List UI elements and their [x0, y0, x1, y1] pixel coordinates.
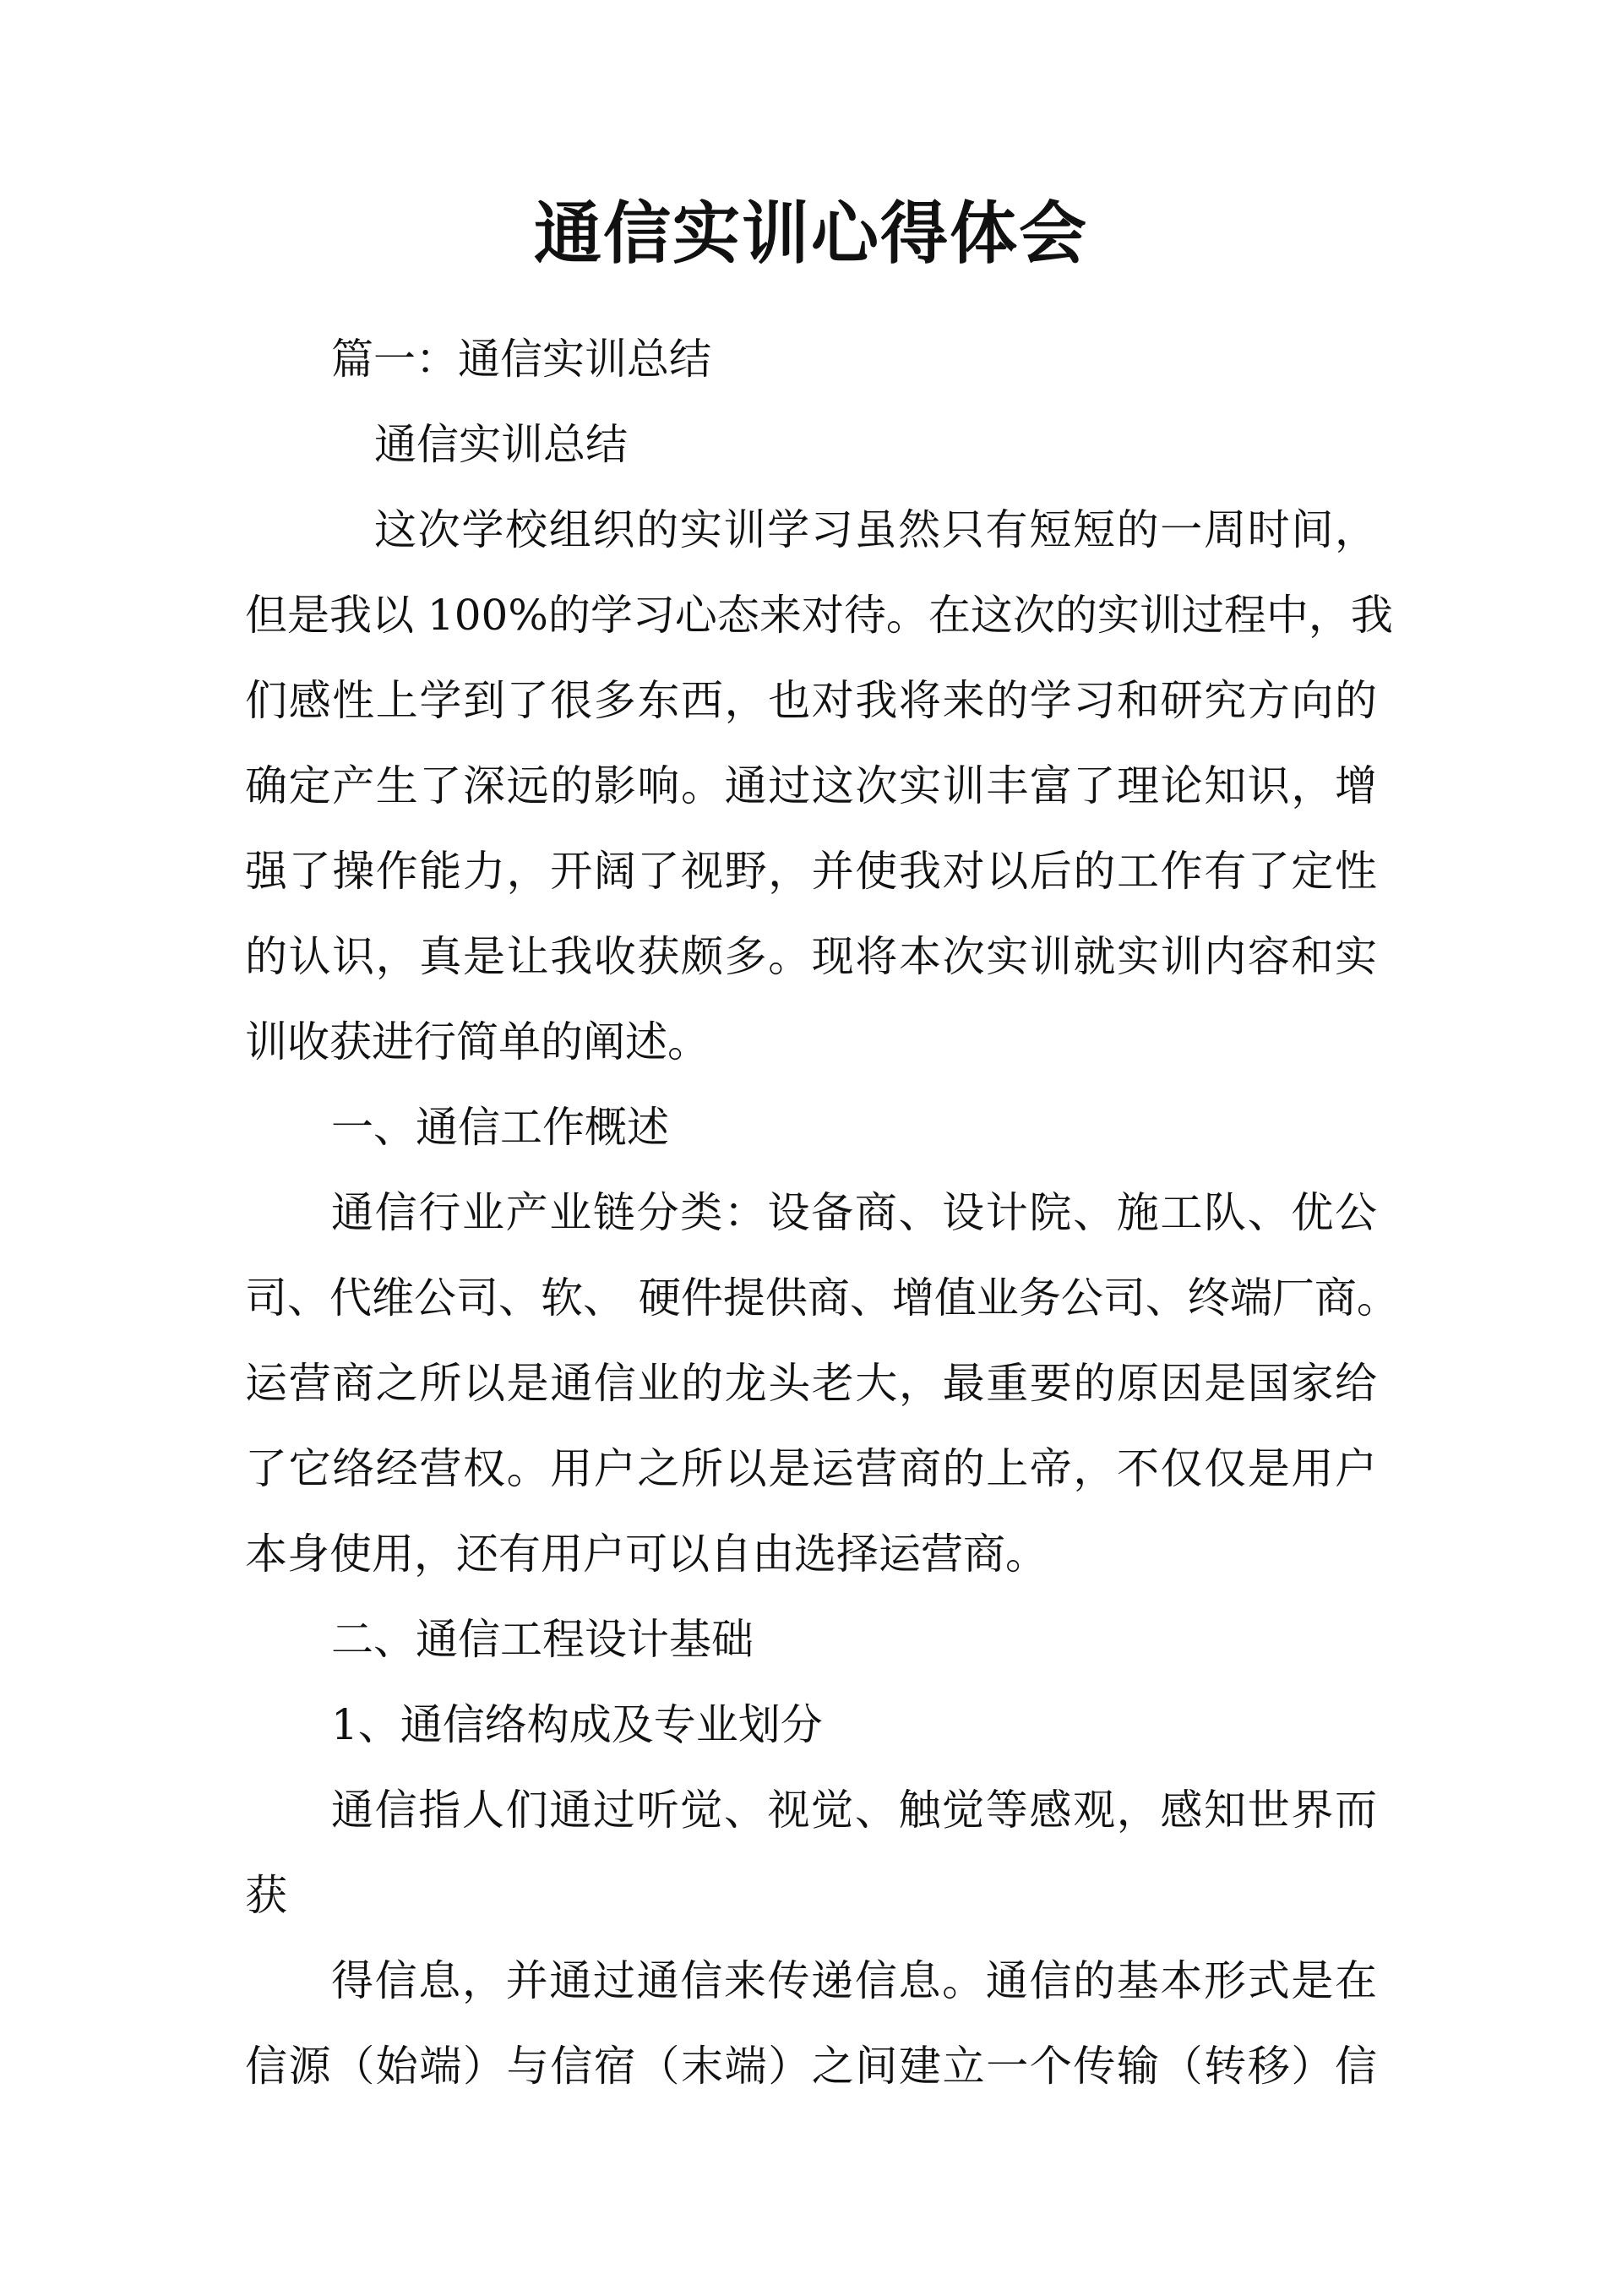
- text-line: 篇一：通信实训总结: [331, 335, 711, 384]
- text-line: 但是我以 100%的学习心态来对待。在这次的实训过程中，我: [245, 591, 1393, 640]
- text-line: 获: [245, 1871, 287, 1920]
- text-line: 了它络经营权。用户之所以是运营商的上帝，不仅仅是用户: [245, 1444, 1377, 1493]
- text-line: 二、通信工程设计基础: [331, 1615, 754, 1664]
- text-line: 这次学校组织的实训学习虽然只有短短的一周时间，: [374, 505, 1377, 554]
- text-line: 通信行业产业链分类：设备商、设计院、施工队、优公: [331, 1188, 1377, 1237]
- text-line: 的认识，真是让我收获颇多。现将本次实训就实训内容和实: [245, 932, 1377, 981]
- document-body: [245, 317, 1399, 2109]
- text-line: 们感性上学到了很多东西，也对我将来的学习和研究方向的: [245, 676, 1377, 725]
- text-line: 通信实训总结: [374, 420, 628, 469]
- text-line: 一、通信工作概述: [331, 1103, 669, 1152]
- text-line: 得信息，并通过通信来传递信息。通信的基本形式是在: [331, 1956, 1377, 2005]
- text-line: 信源（始端）与信宿（末端）之间建立一个传输（转移）信: [245, 2042, 1377, 2091]
- text-line: 确定产生了深远的影响。通过这次实训丰富了理论知识，增: [245, 761, 1377, 810]
- text-line: 运营商之所以是通信业的龙头老大，最重要的原因是国家给: [245, 1359, 1377, 1408]
- text-line: 通信指人们通过听觉、视觉、触觉等感观，感知世界而: [331, 1786, 1377, 1835]
- document-title: 通信实训心得体会: [534, 194, 1088, 273]
- text-line: 本身使用，还有用户可以自由选择运营商。: [245, 1530, 1048, 1579]
- text-line: 司、代维公司、软、 硬件提供商、增值业务公司、终端厂商。: [245, 1273, 1399, 1323]
- text-line: 强了操作能力，开阔了视野，并使我对以后的工作有了定性: [245, 847, 1377, 896]
- text-line: 训收获进行简单的阐述。: [245, 1017, 710, 1066]
- text-line: 1、通信络构成及专业划分: [331, 1700, 823, 1749]
